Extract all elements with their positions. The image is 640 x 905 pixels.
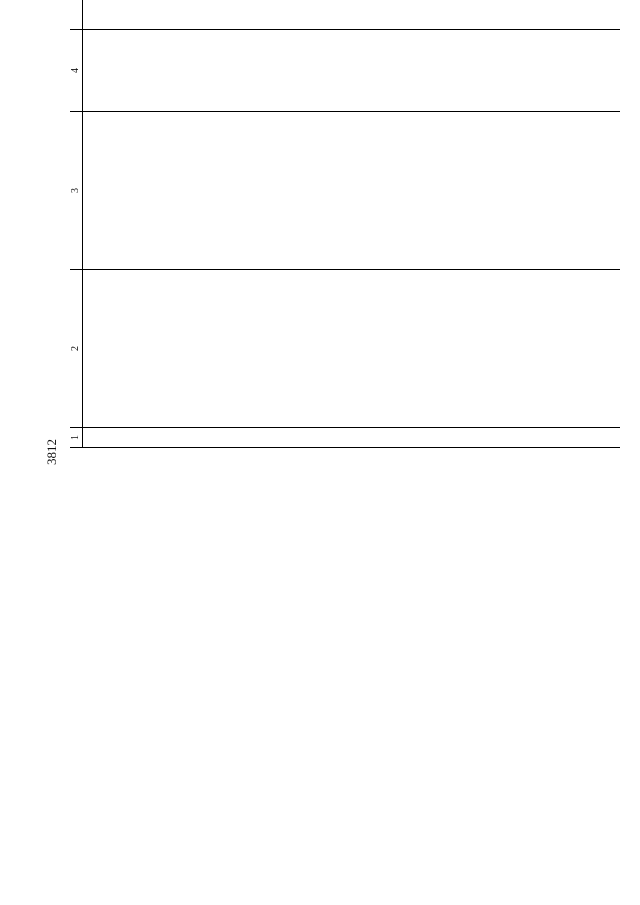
column-header-3: 3 xyxy=(70,188,81,193)
page-number: 3812 xyxy=(44,439,59,465)
table-column-4 xyxy=(70,30,620,112)
table-column-5 xyxy=(70,0,620,30)
column-header-1: 1 xyxy=(70,435,81,440)
table-column-2 xyxy=(70,270,620,428)
column-header-5 xyxy=(70,0,82,29)
table xyxy=(70,0,620,448)
table-column-3 xyxy=(70,112,620,270)
rotated-table xyxy=(70,0,620,448)
table-column-1 xyxy=(70,428,620,448)
column-header-4: 4 xyxy=(70,68,81,73)
column-header-2: 2 xyxy=(70,346,81,351)
